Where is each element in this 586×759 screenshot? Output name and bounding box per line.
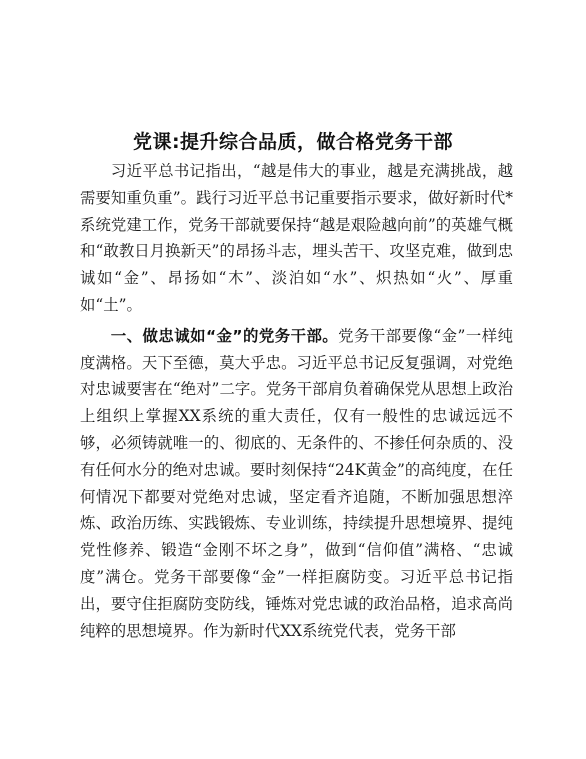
section-1-heading: 一、做忠诚如“金”的党务干部。 bbox=[110, 326, 339, 345]
document-title: 党课:提升综合品质，做合格党务干部 bbox=[132, 131, 454, 153]
section-1-text: 党务干部要像“金”一样纯度满格。天下至德，莫大乎忠。习近平总书记反复强调，对党绝对忠诚要害在“绝对”二字。党务干部肩负着确保党从思想上政治上组织上掌握XX系统的重大责任，仅有一般性的忠诚远远不够，必须铸就唯一的、彻底的、无条件的、不掺任何杂质的、没有任何水分的绝对忠诚。要时刻保持“24K黄金”的高纯度，在任何情况下都要对党绝对忠诚，坚定看齐追随，不断加强思想淬炼、政治历练、实践锻炼、专业训练，持续提升思想境界、提纯党性修养、锻造“金刚不坏之身”，做到“信仰值”满格、“忠诚度”满仓。党务干部要像“金”一样拒腐防变。习近平总书记指出，要守住拒腐防变防线，锤炼对党忠诚的政治品格，追求高尚纯粹的思想境界。作为新时代XX系统党代表，党务干部 bbox=[80, 326, 513, 640]
intro-paragraph: 习近平总书记指出，“越是伟大的事业，越是充满挑战，越需要知重负重”。践行习近平总书记重要指示要求，做好新时代*系统党建工作，党务干部就要保持“越是艰险越向前”的英雄气概和“敢教日月换新天”的昂扬斗志，埋头苦干、攻坚克难，做到忠诚如“金”、昂扬如“木”、淡泊如“水”、炽热如“火”、厚重如“土”。 bbox=[80, 162, 513, 314]
section-1-paragraph bbox=[80, 323, 513, 645]
document-body bbox=[80, 158, 513, 644]
